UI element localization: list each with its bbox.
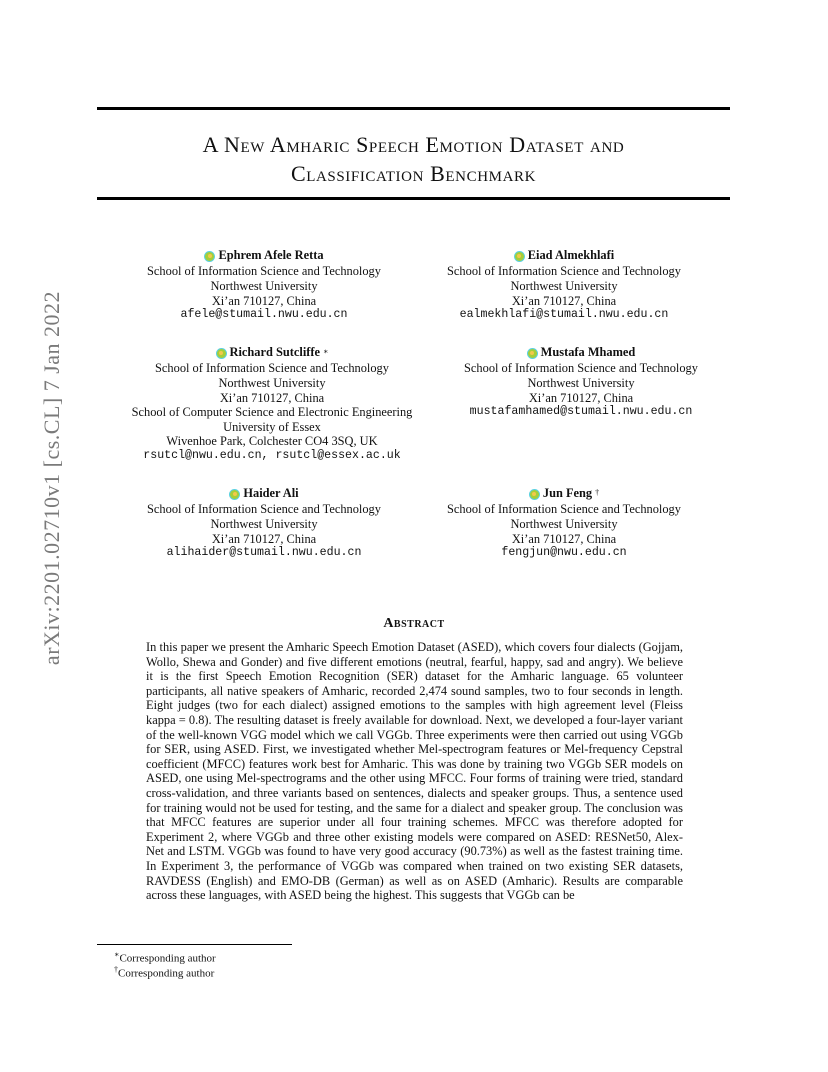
author-affiliation: School of Information Science and Technology (464, 361, 698, 376)
author-name: Richard Sutcliffe (229, 345, 321, 359)
author-affiliation: Northwest University (210, 278, 318, 293)
author-affiliation: Xi’an 710127, China (211, 531, 317, 546)
author-affiliation: School of Information Science and Technology (147, 264, 381, 279)
footnote-mark: ∗ (323, 347, 329, 356)
author-email[interactable]: ealmekhlafi@stumail.nwu.edu.cn (459, 308, 669, 322)
author-affiliation: Northwest University (210, 516, 318, 531)
author-affiliation: School of Computer Science and Electronic Engineering (131, 405, 413, 420)
author-name: Ephrem Afele Retta (218, 248, 324, 262)
author-affiliation: School of Information Science and Technology (147, 502, 381, 517)
author-affiliation: Xi’an 710127, China (219, 390, 325, 405)
author-affiliation: School of Information Science and Technology (155, 361, 389, 376)
arxiv-identifier: arXiv:2201.02710v1 [cs.CL] 7 Jan 2022 (39, 290, 64, 666)
author-block-2 (414, 248, 714, 323)
author-email[interactable]: rsutcl@nwu.edu.cn, rsutcl@essex.ac.uk (143, 448, 401, 462)
abstract-text: In this paper we present the Amharic Speech Emotion Dataset (ASED), which covers four dialects (Gojjam, Wollo, Shewa and Gonder) and five different emotions (neutral, fearful, happy, sad and angry). We believe it is the first Speech Emotion Recognition (SER) dataset for the Amharic language. 65 volunteer participants, all native speakers of Amharic, recorded 2,474 sound samples, two to four seconds in length. Eight judges (two for each dialect) assigned emotions to the samples with high agreement level (Fleiss kappa = 0.8). The resulting dataset is freely available for download. Next, we developed a four-layer variant of the well-known VGG model which we call VGGb. Three experiments were then carried out using VGGb for SER, using ASED. First, we investigated whether Mel-spectrogram features or Mel-frequency Cepstral coefficient (MFCC) features work best for Amharic. This was done by training two VGGb SER models on ASED, one using Mel-spectrograms and the other using MFCC. Four forms of training were tried, standard cross-validation, and three variants based on sentences, dialects and speaker groups. Thus, a sentence used for training would not be used for testing, and the same for a dialect and speaker group. The conclusion was that MFCC features are superior under all four training schemes. MFCC was therefore adopted for Experiment 2, where VGGb and three other existing models were compared on ASED: RESNet50, Alex-Net and LSTM. VGGb was found to have very good accuracy (90.73%) as well as the fastest training time. In Experiment 3, the performance of VGGb was compared when trained on two existing SER datasets, RAVDESS (English) and EMO-DB (German) as well as on ASED (Amharic). Results are comparable across these languages, with ASED being the highest. This suggests that VGGb can be (146, 640, 683, 903)
title-top-rule (97, 107, 730, 110)
footnote-2 (114, 963, 214, 981)
author-affiliation: Northwest University (527, 375, 635, 390)
author-affiliation: Xi’an 710127, China (528, 390, 634, 405)
author-email[interactable]: alihaider@stumail.nwu.edu.cn (166, 546, 362, 560)
footnote-text: Corresponding author (119, 952, 216, 965)
author-name: Haider Ali (243, 486, 299, 500)
author-name: Mustafa Mhamed (540, 345, 636, 359)
orcid-icon[interactable] (514, 251, 525, 262)
author-affiliation: Xi’an 710127, China (511, 531, 617, 546)
author-affiliation: Northwest University (510, 516, 618, 531)
footnote-mark: † (114, 965, 118, 974)
title-line-1: A New Amharic Speech Emotion Dataset and (202, 132, 625, 157)
author-affiliation: Wivenhoe Park, Colchester CO4 3SQ, UK (166, 434, 378, 449)
abstract-heading: Abstract (383, 616, 445, 631)
paper-title (97, 130, 730, 188)
author-affiliation: Xi’an 710127, China (511, 293, 617, 308)
footnote-mark: ∗ (114, 950, 120, 959)
orcid-icon[interactable] (216, 348, 227, 359)
author-affiliation: Northwest University (510, 278, 618, 293)
author-name: Eiad Almekhlafi (527, 248, 615, 262)
orcid-icon[interactable] (229, 489, 240, 500)
footnote-text: Corresponding author (118, 967, 215, 980)
author-block-6 (414, 486, 714, 561)
author-email[interactable]: fengjun@nwu.edu.cn (501, 546, 627, 560)
title-line-2: Classification Benchmark (290, 161, 537, 186)
author-email[interactable]: mustafamhamed@stumail.nwu.edu.cn (469, 405, 693, 419)
author-affiliation: Northwest University (218, 375, 326, 390)
orcid-icon[interactable] (527, 348, 538, 359)
orcid-icon[interactable] (204, 251, 215, 262)
author-block-4 (431, 345, 731, 420)
author-affiliation: School of Information Science and Technology (447, 264, 681, 279)
author-affiliation: Xi’an 710127, China (211, 293, 317, 308)
author-affiliation: School of Information Science and Technology (447, 502, 681, 517)
author-affiliation: University of Essex (223, 419, 321, 434)
footnote-mark: † (595, 488, 600, 497)
author-block-3 (97, 345, 447, 464)
author-name: Jun Feng (542, 486, 593, 500)
author-block-5 (114, 486, 414, 561)
author-email[interactable]: afele@stumail.nwu.edu.cn (180, 308, 348, 322)
title-bottom-rule (97, 197, 730, 200)
footnote-rule (97, 944, 292, 945)
author-block-1 (114, 248, 414, 323)
orcid-icon[interactable] (529, 489, 540, 500)
